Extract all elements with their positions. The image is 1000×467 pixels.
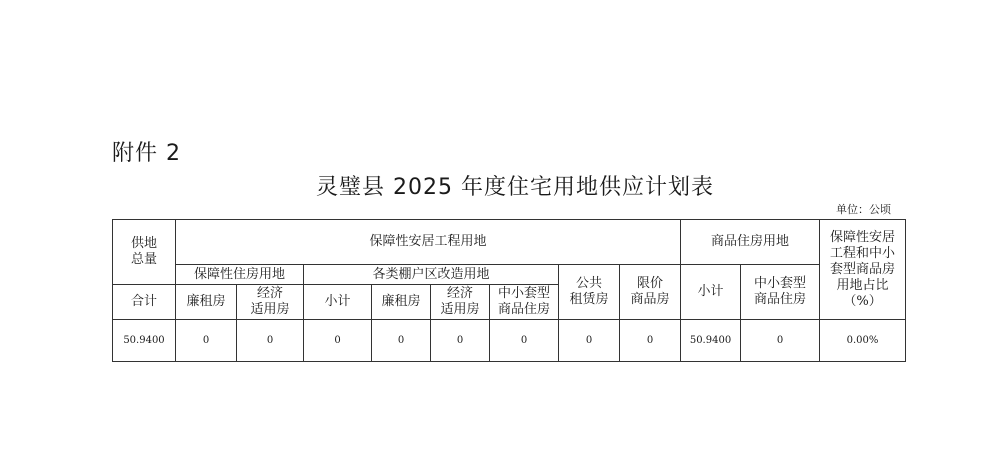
economic-header-1: 经济 适用房: [237, 285, 304, 320]
affordable-group-header: 保障性安居工程用地: [176, 220, 681, 265]
public-rental-header: 公共 租赁房: [559, 265, 620, 320]
commercial-small-value: 0: [741, 320, 820, 362]
shantytown-subtotal-header: 小计: [304, 285, 372, 320]
commercial-subtotal-header: 小计: [681, 265, 741, 320]
public-rental-value: 0: [559, 320, 620, 362]
guaranteed-housing-header: 保障性住房用地: [176, 265, 304, 285]
document-title: 灵璧县 2025 年度住宅用地供应计划表: [316, 175, 714, 200]
ratio-header: 保障性安居 工程和中小 套型商品房 用地占比 （%）: [820, 220, 906, 320]
low-rent-header-1: 廉租房: [176, 285, 237, 320]
total-supply-header: 供地 总量: [113, 220, 176, 285]
unit-label: 单位：公顷: [836, 203, 891, 216]
total-value: 50.9400: [113, 320, 176, 362]
economic-value-1: 0: [237, 320, 304, 362]
low-rent-header-2: 廉租房: [372, 285, 431, 320]
commercial-subtotal-value: 50.9400: [681, 320, 741, 362]
price-limited-header: 限价 商品房: [620, 265, 681, 320]
commercial-small-header: 中小套型 商品住房: [741, 265, 820, 320]
ratio-value: 0.00%: [820, 320, 906, 362]
economic-value-2: 0: [431, 320, 490, 362]
shantytown-group-header: 各类棚户区改造用地: [304, 265, 559, 285]
small-medium-commercial-header: 中小套型 商品住房: [490, 285, 559, 320]
header-row-1: [113, 220, 906, 265]
total-header: 合计: [113, 285, 176, 320]
low-rent-value-2: 0: [372, 320, 431, 362]
low-rent-value-1: 0: [176, 320, 237, 362]
header-row-2: [113, 265, 906, 285]
commercial-group-header: 商品住房用地: [681, 220, 820, 265]
land-supply-table: [112, 219, 906, 362]
economic-header-2: 经济 适用房: [431, 285, 490, 320]
small-medium-commercial-value: 0: [490, 320, 559, 362]
shantytown-subtotal-value: 0: [304, 320, 372, 362]
attachment-label: 附件 2: [112, 141, 181, 166]
price-limited-value: 0: [620, 320, 681, 362]
table-row: [113, 320, 906, 362]
